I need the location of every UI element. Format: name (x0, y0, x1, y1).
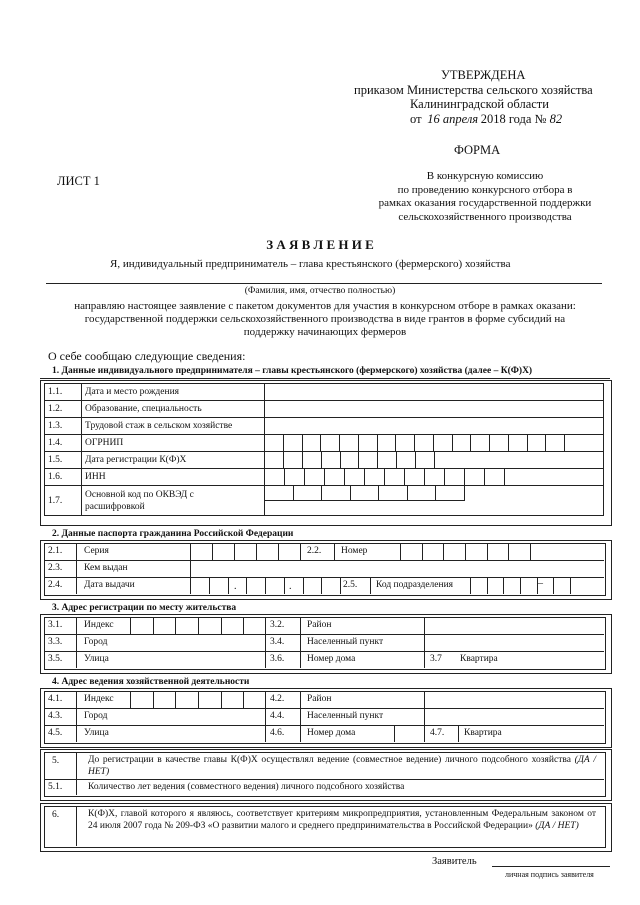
inn-field[interactable] (265, 469, 604, 486)
row-number: 2.1. (48, 546, 63, 556)
signature-caption: личная подпись заявителя (505, 870, 594, 879)
row-number: 4.7. (430, 728, 445, 738)
birth-date-place-field[interactable] (265, 384, 604, 401)
signature-line[interactable] (492, 866, 610, 867)
row-number: 4.4. (270, 711, 285, 721)
issuer-label: Кем выдан (84, 563, 128, 573)
city-label: Город (84, 711, 108, 721)
reg-street-field[interactable] (130, 652, 264, 667)
row-number: 1.2. (45, 401, 82, 418)
street-label: Улица (84, 654, 109, 664)
addressee-line: рамках оказания государственной поддержки (378, 197, 592, 209)
approved-label: УТВЕРЖДЕНА (441, 68, 526, 82)
statement-text (40, 300, 610, 339)
issue-date-label: Дата выдачи (84, 580, 135, 590)
biz-street-field[interactable] (130, 726, 264, 741)
reg-index-field[interactable] (130, 617, 266, 634)
okved-field[interactable] (265, 486, 604, 516)
section5-text: До регистрации в качестве главы К(Ф)Х осуществлял ведение (совместное ведение) личного подсобного хозяйства (88, 755, 571, 765)
biz-settlement-field[interactable] (425, 709, 603, 724)
row-number: 4.6. (270, 728, 285, 738)
reg-settlement-field[interactable] (425, 635, 603, 650)
row-number: 1.5. (45, 452, 82, 469)
addressee-block (360, 170, 610, 224)
statement-line: государственной поддержки сельскохозяйственного производства в виде грантов в форме субсидий на (84, 313, 566, 325)
grid-rule (76, 752, 77, 795)
addressee-line: по проведению конкурсного отбора в (397, 183, 573, 196)
self-info-label: О себе сообщаю следующие сведения: (48, 349, 246, 363)
apartment-label: Квартира (460, 654, 498, 664)
row-number: 1.6. (45, 469, 82, 486)
row-label-multiline (82, 486, 265, 516)
date-handwritten: 16 апреля (427, 112, 479, 126)
grid-rule (76, 806, 77, 846)
experience-field[interactable] (265, 418, 604, 435)
grid-rule (76, 691, 77, 742)
row-label: ОГРНИП (82, 435, 265, 452)
intro-text: Я, индивидуальный предприниматель – глава крестьянского (фермерского) хозяйства (110, 258, 511, 270)
row-number: 1.3. (45, 418, 82, 435)
section6-text: К(Ф)Х, главой которого я являюсь, соответствует критериям микропредприятия, установленным Федеральным законом от 24 июля 2007 года № 209-ФЗ «О развитии малого и среднего предпринимательства в Российской Федерации» (88, 809, 596, 831)
settlement-label: Населенный пункт (307, 637, 384, 647)
approval-line1: приказом Министерства сельского хозяйства (354, 83, 593, 97)
grid-rule (300, 691, 301, 742)
subdivision-code-label: Код подразделения (376, 580, 454, 590)
index-label: Индекс (84, 694, 114, 704)
row-number: 5. (52, 756, 60, 766)
grid-rule (300, 617, 301, 668)
grid-rule (76, 617, 77, 668)
subdivision-code-field[interactable] (470, 577, 571, 594)
row-label: Дата регистрации К(Ф)Х (82, 452, 265, 469)
apartment-label: Квартира (464, 728, 502, 738)
approval-line2: Калининградской области (410, 97, 549, 111)
biz-city-field[interactable] (130, 709, 264, 724)
row-number: 3.3. (48, 637, 63, 647)
form-label: ФОРМА (454, 143, 501, 157)
biz-house-field[interactable] (363, 726, 423, 741)
row-label: Образование, специальность (82, 401, 265, 418)
addressee-line: В конкурсную комиссию (426, 170, 544, 182)
approval-date (410, 112, 562, 127)
number-label: Номер (341, 546, 368, 556)
date-separator: . (234, 581, 237, 592)
row-number: 3.7 (430, 654, 442, 664)
section3-title: 3. Адрес регистрации по месту жительства (52, 603, 237, 613)
number-field[interactable] (400, 543, 531, 560)
number-handwritten: 82 (549, 112, 563, 126)
date-separator: . (289, 581, 292, 592)
grid-rule (334, 543, 335, 560)
district-label: Район (307, 620, 332, 630)
applicant-label: Заявитель (432, 856, 477, 867)
row-number: 4.1. (48, 694, 63, 704)
reg-district-field[interactable] (425, 618, 603, 633)
registration-date-field[interactable] (265, 452, 604, 469)
row-number: 5.1. (48, 782, 63, 792)
row-number: 2.2. (307, 546, 322, 556)
row-number: 6. (52, 810, 60, 820)
section2-title: 2. Данные паспорта гражданина Российской Федерации (52, 529, 294, 539)
ogrnip-field[interactable] (265, 435, 604, 452)
grid-rule (76, 543, 77, 594)
addressee-line: сельскохозяйственного производства (398, 210, 572, 223)
reg-city-field[interactable] (130, 635, 264, 650)
section6-question (88, 808, 596, 832)
row-label: расшифровкой (85, 501, 145, 512)
section1-table (44, 383, 604, 516)
years-field[interactable] (470, 780, 603, 794)
house-label: Номер дома (307, 654, 356, 664)
statement-line: направляю настоящее заявление с пакетом документов для участия в конкурсном отборе в рамках оказани: (74, 300, 576, 312)
section1-rule (40, 378, 610, 379)
city-label: Город (84, 637, 108, 647)
row-number: 3.4. (270, 637, 285, 647)
row-number: 2.5. (343, 580, 358, 590)
row-number: 1.4. (45, 435, 82, 452)
fio-caption: (Фамилия, имя, отчество полностью) (244, 286, 396, 296)
biz-district-field[interactable] (425, 692, 603, 707)
document-title: З А Я В Л Е Н И Е (266, 237, 374, 252)
statement-line: поддержку начинающих фермеров (243, 326, 407, 338)
row-number: 4.2. (270, 694, 285, 704)
code-dash: – (538, 578, 543, 589)
sheet-label: ЛИСТ 1 (57, 174, 100, 188)
district-label: Район (307, 694, 332, 704)
index-label: Индекс (84, 620, 114, 630)
street-label: Улица (84, 728, 109, 738)
issuer-field[interactable] (191, 561, 603, 576)
series-field[interactable] (190, 543, 301, 560)
settlement-label: Населенный пункт (307, 711, 384, 721)
years-label: Количество лет ведения (совместного ведения) личного подсобного хозяйства (88, 782, 405, 792)
issue-date-field[interactable] (190, 577, 341, 594)
date-prefix: от (410, 112, 422, 126)
yes-no-hint: (ДА / НЕТ) (535, 821, 579, 831)
reg-apartment-field[interactable] (510, 652, 603, 667)
series-label: Серия (84, 546, 109, 556)
house-label: Номер дома (307, 728, 356, 738)
row-number: 2.4. (48, 580, 63, 590)
biz-index-field[interactable] (130, 691, 266, 708)
section1-title: 1. Данные индивидуального предпринимателя – главы крестьянского (фермерского) хозяйства (далее – К(Ф)Х) (52, 366, 533, 376)
row-label: ИНН (82, 469, 265, 486)
row-number: 3.1. (48, 620, 63, 630)
yes-no-hint: (ДА / НЕТ) (88, 755, 597, 777)
fio-line (46, 283, 602, 284)
row-number: 3.6. (270, 654, 285, 664)
row-label: Трудовой стаж в сельском хозяйстве (82, 418, 265, 435)
grid-rule (370, 577, 371, 594)
row-number: 1.1. (45, 384, 82, 401)
section5-question (88, 754, 596, 778)
section4-title: 4. Адрес ведения хозяйственной деятельности (52, 677, 250, 687)
row-number: 3.2. (270, 620, 285, 630)
row-number: 4.5. (48, 728, 63, 738)
row-label: Основной код по ОКВЭД с (85, 489, 194, 500)
biz-apartment-field[interactable] (515, 726, 603, 741)
row-number: 2.3. (48, 563, 63, 573)
reg-house-field[interactable] (363, 652, 423, 667)
date-year: 2018 года № (480, 112, 547, 126)
row-number: 3.5. (48, 654, 63, 664)
education-field[interactable] (265, 401, 604, 418)
grid-rule (458, 725, 459, 742)
row-number: 1.7. (45, 486, 82, 516)
row-label: Дата и место рождения (82, 384, 265, 401)
row-number: 4.3. (48, 711, 63, 721)
